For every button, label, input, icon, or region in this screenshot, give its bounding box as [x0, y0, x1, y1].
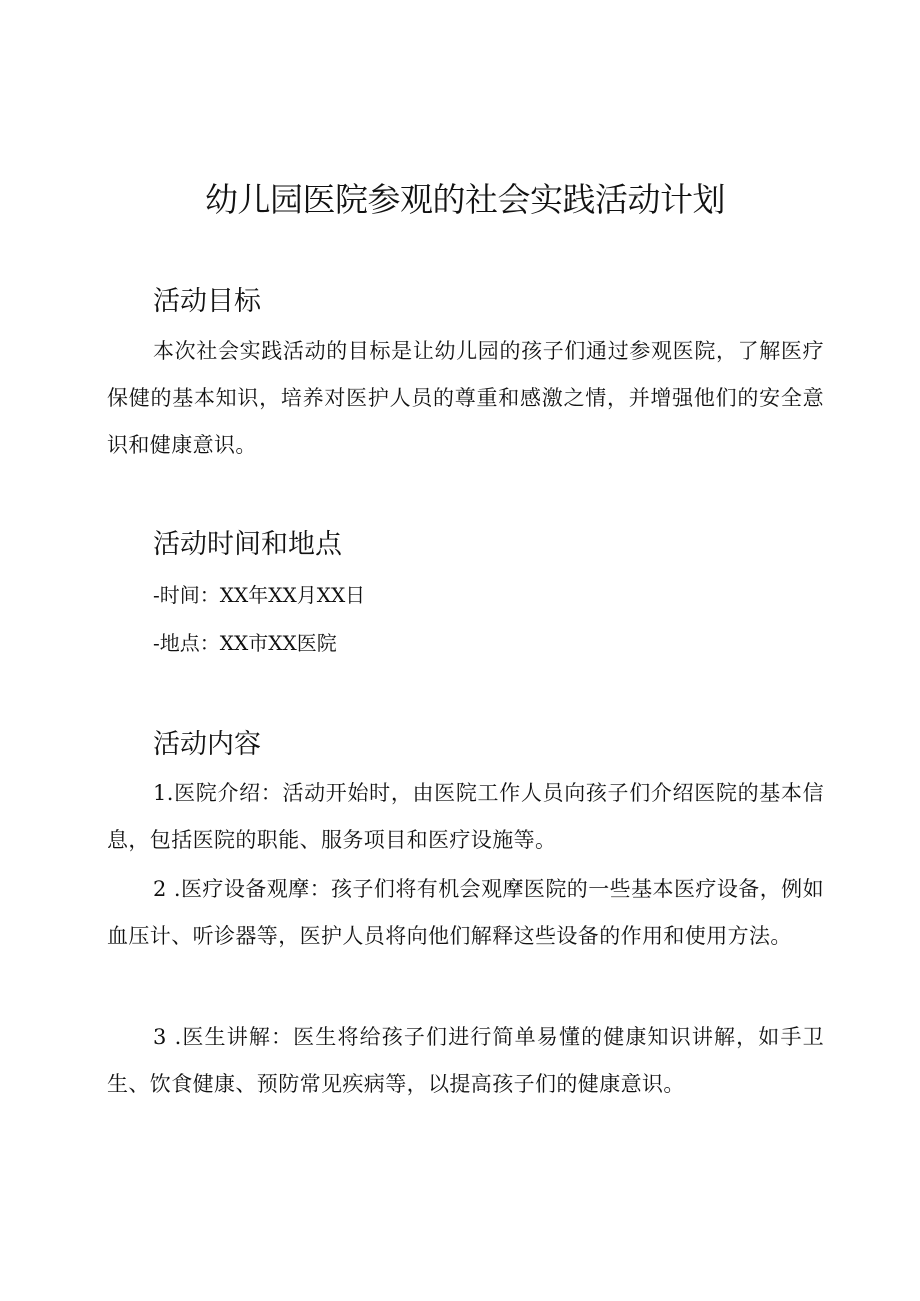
- activity-place: -地点：XX市XX医院: [153, 631, 337, 655]
- goal-paragraph: 本次社会实践活动的目标是让幼儿园的孩子们通过参观医院，了解医疗保健的基本知识，培养对医护人员的尊重和感激之情，并增强他们的安全意识和健康意识。: [107, 339, 824, 457]
- content-item-2: 2 .医疗设备观摩：孩子们将有机会观摩医院的一些基本医疗设备，例如血压计、听诊器等，医护人员将向他们解释这些设备的作用和使用方法。: [107, 877, 824, 948]
- section-heading-content: 活动内容: [153, 729, 261, 760]
- activity-time: -时间：XX年XX月XX日: [153, 583, 366, 607]
- section-heading-goal: 活动目标: [153, 286, 261, 317]
- content-item-3: 3 .医生讲解：医生将给孩子们进行简单易懂的健康知识讲解，如手卫生、饮食健康、预防常见疾病等，以提高孩子们的健康意识。: [107, 1025, 824, 1096]
- document-title: 幼儿园医院参观的社会实践活动计划: [205, 180, 725, 219]
- content-item-1: 1.医院介绍：活动开始时，由医院工作人员向孩子们介绍医院的基本信息，包括医院的职能、服务项目和医疗设施等。: [107, 781, 824, 852]
- section-heading-time-place: 活动时间和地点: [153, 529, 342, 560]
